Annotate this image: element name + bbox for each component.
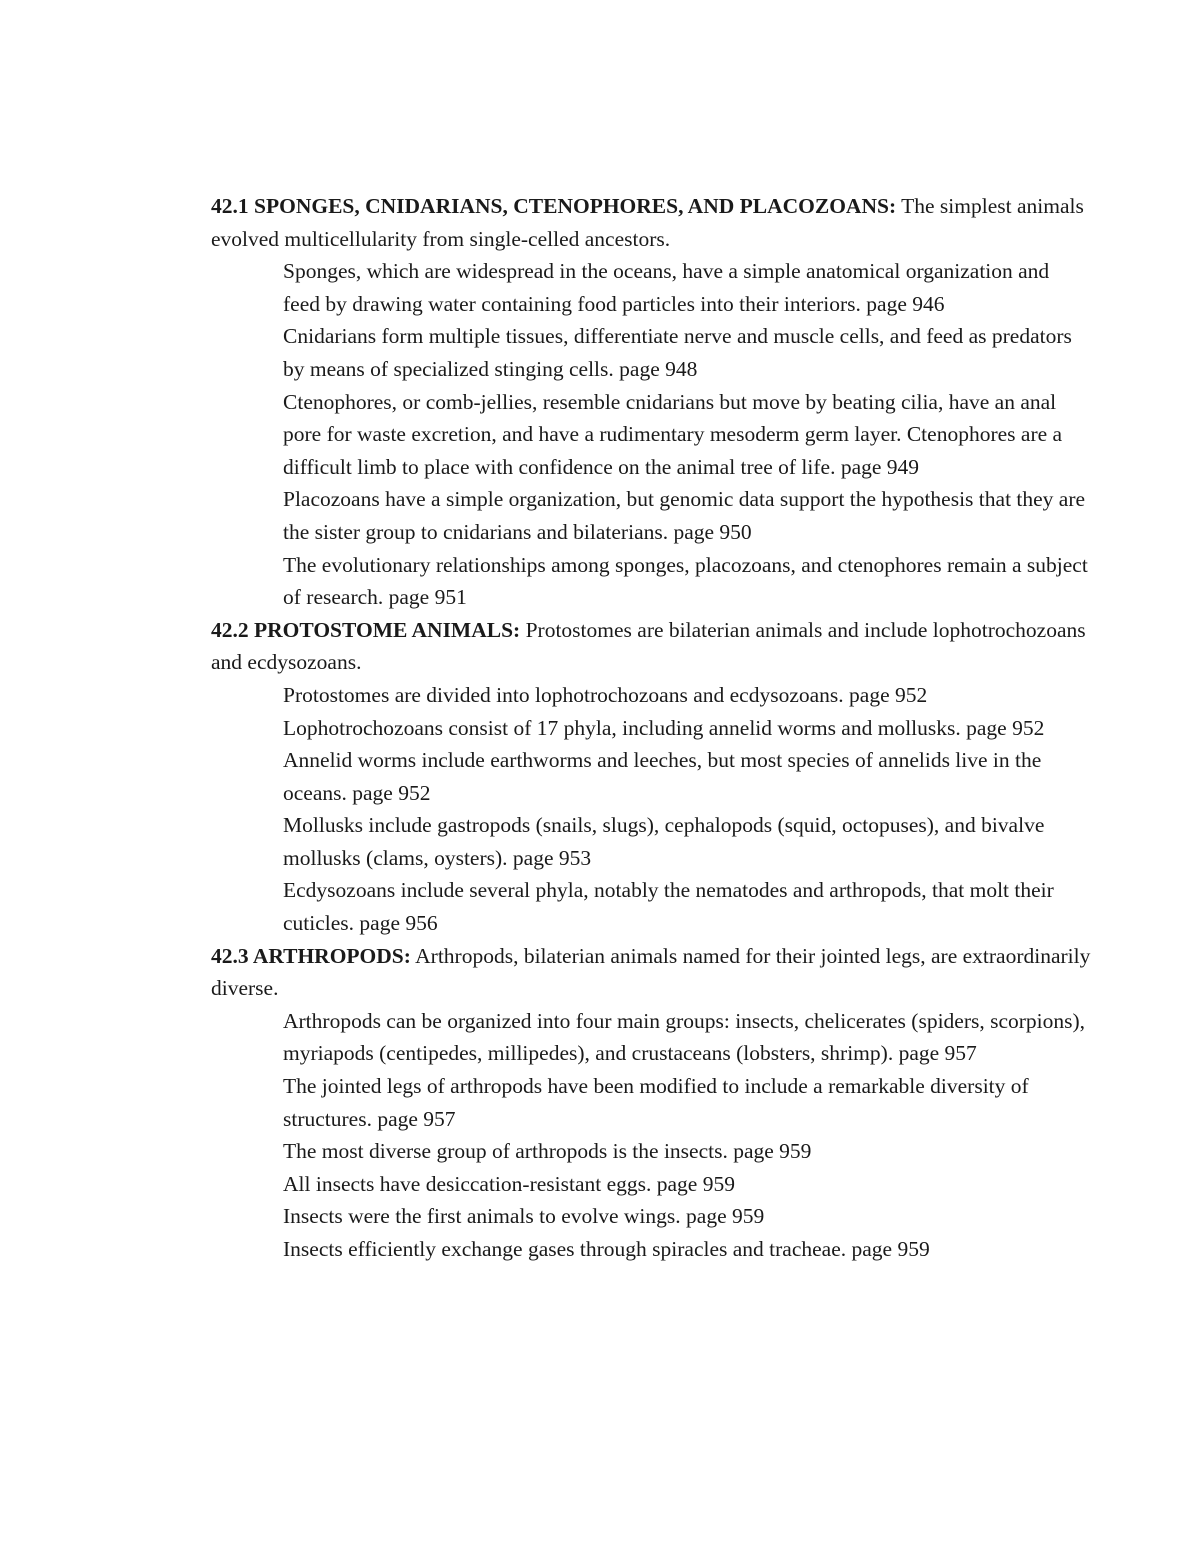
section-title: 42.2 PROTOSTOME ANIMALS: xyxy=(211,617,521,642)
section-points xyxy=(211,679,1091,940)
list-item: Annelid worms include earthworms and leeches, but most species of annelids live in the oceans. page 952 xyxy=(283,748,1042,805)
list-item: Ecdysozoans include several phyla, notably the nematodes and arthropods, that molt their cuticles. page 956 xyxy=(283,878,1054,936)
section-summary: The simplest animals evolved multicellularity from single-celled ancestors. xyxy=(211,194,1084,251)
section-heading xyxy=(211,940,1091,1005)
section-summary: Arthropods, bilaterian animals named for their jointed legs, are extraordinarily diverse. xyxy=(211,943,1091,1001)
list-item: Ctenophores, or comb-jellies, resemble cnidarians but move by beating cilia, have an anal pore for waste excretion, and have a rudimentary mesoderm germ layer. Ctenophores are a difficult limb to place with confidence on the animal tree of life. page 949 xyxy=(283,389,1063,479)
list-item: Insects efficiently exchange gases through spiracles and tracheae. page 959 xyxy=(283,1237,930,1261)
list-item: The jointed legs of arthropods have been modified to include a remarkable diversity of structures. page 957 xyxy=(283,1074,1029,1131)
list-item: Placozoans have a simple organization, but genomic data support the hypothesis that they are the sister group to cnidarians and bilaterians. page 950 xyxy=(283,487,1086,544)
list-item: The evolutionary relationships among sponges, placozoans, and ctenophores remain a subject of research. page 951 xyxy=(283,552,1088,610)
list-item: Sponges, which are widespread in the oceans, have a simple anatomical organization and feed by drawing water containing food particles into their interiors. page 946 xyxy=(283,259,1050,316)
section-title: 42.3 ARTHROPODS: xyxy=(211,943,411,968)
list-item: Arthropods can be organized into four main groups: insects, chelicerates (spiders, scorpions), myriapods (centipedes, millipedes), and crustaceans (lobsters, shrimp). page 957 xyxy=(283,1008,1086,1066)
list-item: All insects have desiccation-resistant eggs. page 959 xyxy=(283,1171,735,1196)
section-42-1 xyxy=(211,190,1091,614)
section-heading xyxy=(211,190,1091,255)
section-summary: Protostomes are bilaterian animals and include lophotrochozoans and ecdysozoans. xyxy=(211,617,1086,675)
section-42-2 xyxy=(211,614,1091,940)
section-42-3 xyxy=(211,940,1091,1266)
section-heading xyxy=(211,614,1091,679)
section-title: 42.1 SPONGES, CNIDARIANS, CTENOPHORES, AND PLACOZOANS: xyxy=(211,194,897,218)
list-item: Lophotrochozoans consist of 17 phyla, including annelid worms and mollusks. page 952 xyxy=(283,715,1045,740)
document-page xyxy=(211,190,1091,1266)
list-item: The most diverse group of arthropods is the insects. page 959 xyxy=(283,1139,812,1164)
list-item: Cnidarians form multiple tissues, differentiate nerve and muscle cells, and feed as predators by means of specialized stinging cells. page 948 xyxy=(283,324,1072,381)
list-item: Protostomes are divided into lophotrochozoans and ecdysozoans. page 952 xyxy=(283,682,928,707)
section-points xyxy=(211,1005,1091,1266)
section-points xyxy=(211,255,1091,614)
list-item: Insects were the first animals to evolve wings. page 959 xyxy=(283,1204,765,1229)
list-item: Mollusks include gastropods (snails, slugs), cephalopods (squid, octopuses), and bivalve mollusks (clams, oysters). page 953 xyxy=(283,813,1045,870)
